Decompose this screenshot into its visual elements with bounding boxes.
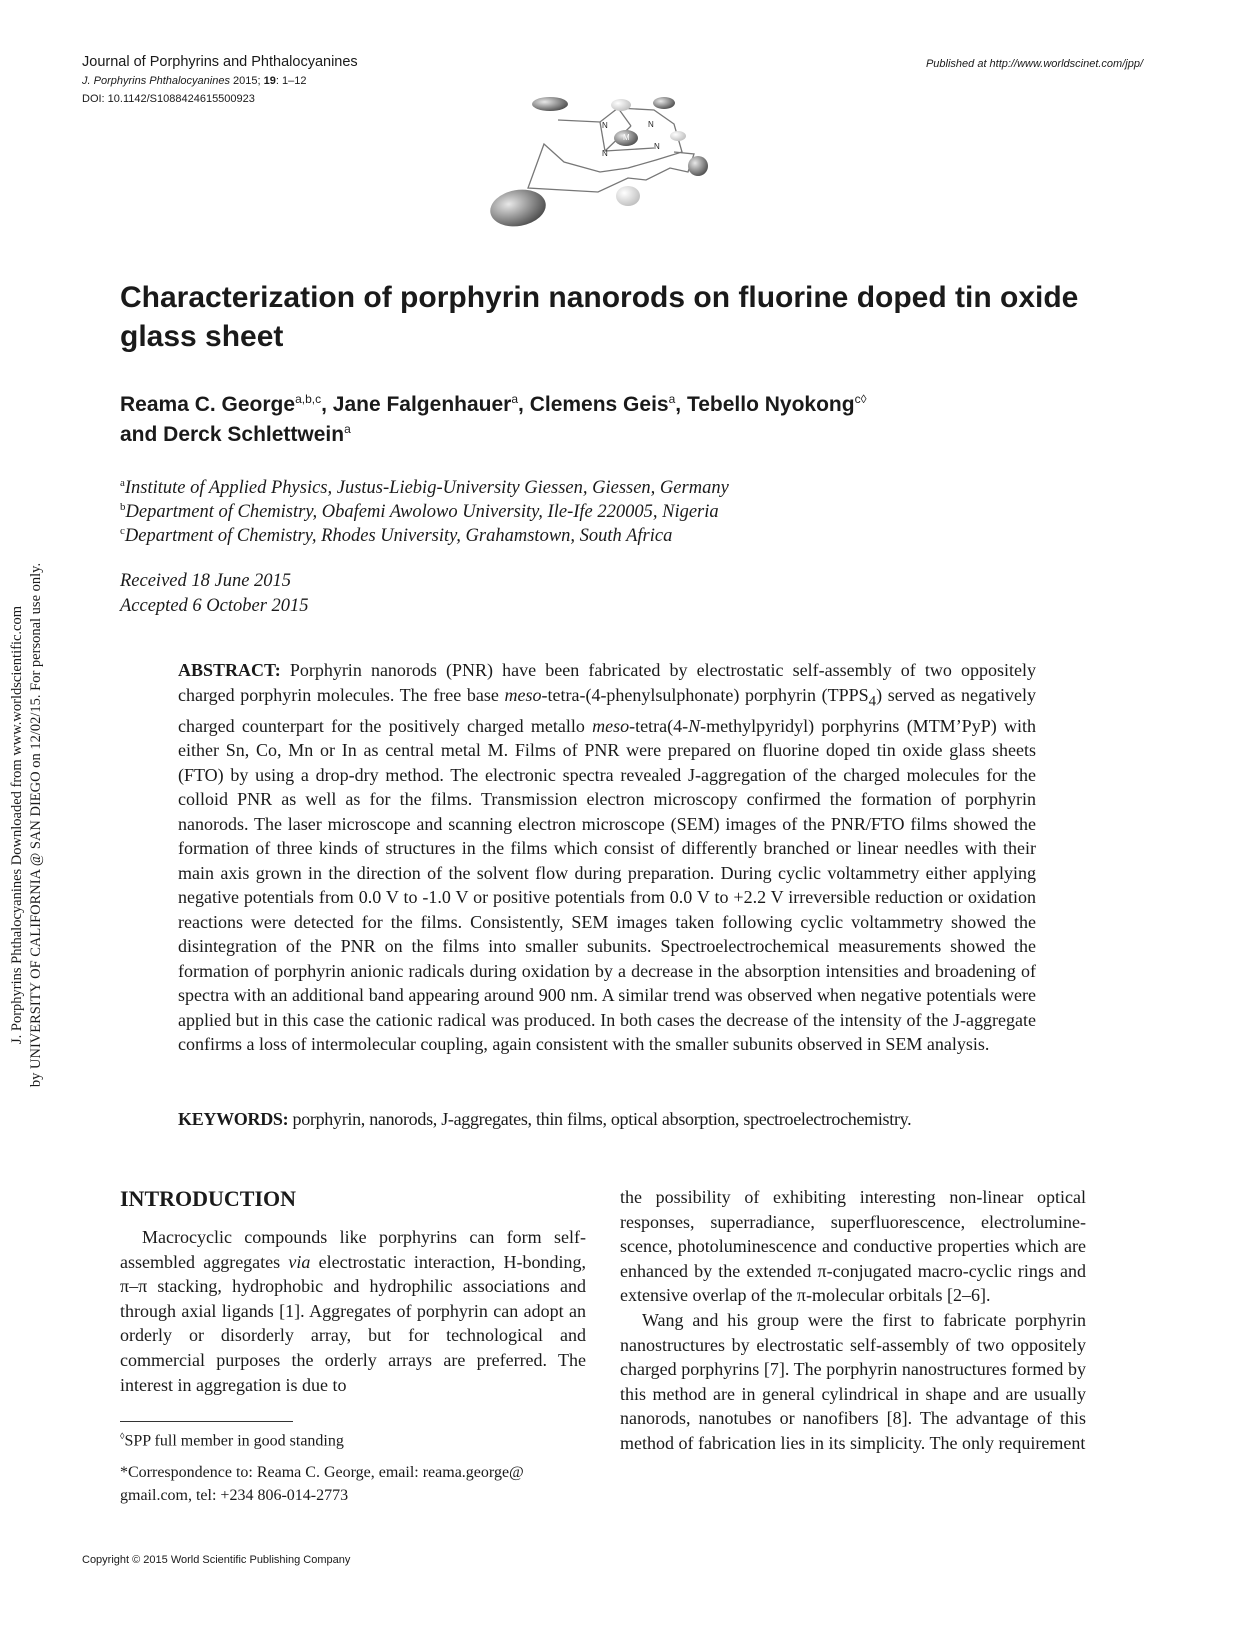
affiliation-mark: a: [120, 477, 125, 489]
side-note-line: by UNIVERSITY OF CALIFORNIA @ SAN DIEGO on 12/02/15. For personal use only.: [28, 562, 44, 1088]
author-name: and Derck Schlettwein: [120, 423, 345, 446]
porphyrin-logo: [478, 96, 728, 246]
abstract-text: -tetra-(4-phenylsulphonate) porphyrin (TPPS: [541, 684, 869, 705]
abstract: [178, 658, 1036, 1057]
author-affiliation-mark: a,b,c: [295, 392, 322, 406]
logo-lobe: [688, 156, 708, 176]
logo-lobe: [532, 97, 568, 111]
abstract-label: ABSTRACT:: [178, 660, 281, 680]
author-name: Jane Falgenhauer: [332, 393, 512, 416]
author-name: Tebello Nyokong: [686, 393, 855, 416]
doi: DOI: 10.1142/S1088424615500923: [82, 93, 255, 105]
journal-name: Journal of Porphyrins and Phthalocyanines: [82, 54, 358, 70]
abstract-text: Porphyrin nanorods (PNR) have been fabricated by electrostatic self-assembly of two oppositely charged porphyrin molecules. The free base: [178, 660, 1036, 705]
journal-citation: [82, 75, 306, 87]
footnote-rule: [120, 1421, 293, 1422]
paragraph-text: electrostatic interaction, H-bonding, π–π stacking, hydrophobic and hydrophilic associations and through axial ligands [1]. Aggregates of porphyrin can adopt an orderly or disorderly array, but for technological and commercial purposes the orderly arrays are preferred. The interest in aggregation is due to: [120, 1251, 587, 1395]
affiliation: [120, 525, 672, 547]
affiliation-text: Department of Chemistry, Rhodes University, Grahamstown, South Africa: [124, 526, 673, 547]
abstract-text: -methylpyridyl) porphyrins (MTM’PyP) with either Sn, Co, Mn or In as central metal M. Films of PNR were prepared on fluorine doped tin oxide glass sheets (FTO) by using a drop-dry method. The electronic spectra revealed J-aggregation of the charged molecules for the colloid PNR as well as for the films. Transmission electron microscopy confirmed the formation of porphyrin nanorods. The laser microscope and scanning electron microscope (SEM) images of the PNR/FTO films showed the formation of three kinds of structures in the films which consist of differently branched or linear needles with their main axis grown in the direction of the solvent flow during preparation. During cyclic voltammetry either applying negative potentials from 0.0 V to -1.0 V or positive potentials from 0.0 V to +2.2 V irreversible reduction or oxidation reactions were detected for the films. Consistently, SEM images taken following cyclic voltammetry showed the disintegration of the PNR on the films into smaller subunits. Spectroelectrochemical measurements showed the formation of porphyrin anionic radicals during oxidation by a decrease in the absorption intensities and broadening of spectra with an additional band appearing around 900 nm. A similar trend was observed when negative potentials were applied but in this case the cationic radical was produced. In both cases the decrease of the intensity of the J-aggregate confirms a loss of intermolecular coupling, again consistent with the smaller subunits observed in SEM analysis.: [178, 715, 1036, 1055]
published-link[interactable]: Published at http://www.worldscinet.com/jpp/: [925, 58, 1143, 70]
affiliation: [120, 501, 719, 523]
article-title: Characterization of porphyrin nanorods on fluorine doped tin oxide glass sheet: [120, 281, 1079, 353]
logo-lobe: [670, 131, 686, 141]
abstract-subscript: 4: [868, 693, 877, 710]
side-note-line: J. Porphyrins Phthalocyanines Downloaded from www.worldscientific.com: [9, 606, 25, 1045]
affiliation-mark: c: [120, 525, 125, 537]
logo-bonds: [528, 108, 694, 192]
author-separator: ,: [675, 393, 687, 416]
logo-atom-label: N: [602, 121, 608, 130]
logo-atom-label: N: [654, 142, 660, 151]
correspondence-footnote: *Correspondence to: Reama C. George, email: reama.george@ gmail.com, tel: +234 806-014-2773: [120, 1464, 524, 1504]
citation-volume: 19: [263, 75, 276, 87]
affiliation: [120, 477, 729, 499]
logo-lobe: [487, 185, 548, 230]
keywords-label: KEYWORDS:: [178, 1109, 289, 1129]
author-separator: ,: [518, 393, 530, 416]
affiliation-text: Department of Chemistry, Obafemi Awolowo University, Ile-Ife 220005, Nigeria: [125, 502, 719, 523]
body-column-right: [620, 1185, 1086, 1456]
accepted-date: Accepted 6 October 2015: [120, 596, 309, 616]
logo-atom-label: N: [602, 149, 608, 158]
abstract-italic: meso: [504, 684, 542, 705]
author-separator: ,: [321, 393, 333, 416]
footnote-text: SPP full member in good standing: [124, 1432, 344, 1450]
author-name: Clemens Geis: [529, 393, 669, 416]
author-list: [120, 390, 1080, 450]
copyright: Copyright © 2015 World Scientific Publishing Company: [82, 1554, 351, 1566]
section-heading: INTRODUCTION: [120, 1186, 297, 1211]
paragraph-italic: via: [288, 1251, 311, 1272]
footnote: [120, 1431, 590, 1450]
logo-atom-label: M: [623, 133, 630, 142]
paragraph: Wang and his group were the first to fabricate porphyrin nanostructures by electrostatic self-assembly of two oppositely charged porphyrins [7]. The porphyrin nanostructures formed by this method are in general cylindrical in shape and are usually nanorods, nanotubes or nanofibers [8]. The advantage of this method of fabrication lies in its simplicity. The only requirement: [620, 1309, 1086, 1453]
citation-journal: J. Porphyrins Phthalocyanines: [82, 75, 230, 87]
author-affiliation-mark: a: [344, 422, 351, 436]
footnote-mark: ◊: [120, 1431, 125, 1441]
logo-lobe: [653, 97, 675, 109]
affiliation-text: Institute of Applied Physics, Justus-Liebig-University Giessen, Giessen, Germany: [124, 478, 729, 499]
affiliation-mark: b: [120, 501, 126, 513]
logo-lobe: [611, 99, 631, 111]
abstract-italic: meso: [592, 715, 630, 736]
author-affiliation-mark: a: [511, 392, 519, 406]
paragraph-text: Macrocyclic compounds like porphyrins can form self-assembled aggregates: [120, 1227, 586, 1272]
keywords-text: porphyrin, nanorods, J-aggregates, thin films, optical absorption, spectroelectrochemistry.: [288, 1109, 912, 1129]
body-column-left: [120, 1225, 586, 1397]
citation-pages: : 1–12: [275, 75, 307, 87]
logo-lobe: [616, 186, 640, 206]
author-affiliation-mark: a: [668, 392, 676, 406]
author-name: Reama C. George: [120, 393, 296, 416]
download-side-note: [8, 525, 46, 1125]
abstract-text: ) served as negatively charged counterpart for the positively charged metallo: [178, 684, 1036, 736]
citation-year: 2015;: [233, 75, 261, 87]
abstract-text: -tetra(4-: [629, 715, 689, 736]
paragraph: [120, 1225, 586, 1397]
paragraph: the possibility of exhibiting interesting non-linear optical responses, superradiance, superfluorescence, electrolumine-scence, photoluminescence and conductive properties which are enhanced by the extended π-conjugated macro-cyclic rings and extensive overlap of the π-molecular orbitals [2–6].: [620, 1187, 1086, 1306]
author-affiliation-mark: c◊: [854, 392, 867, 406]
logo-atom-label: N: [648, 120, 654, 129]
received-date: Received 18 June 2015: [120, 571, 292, 591]
abstract-italic: N: [688, 715, 701, 736]
keywords: [178, 1109, 1048, 1130]
